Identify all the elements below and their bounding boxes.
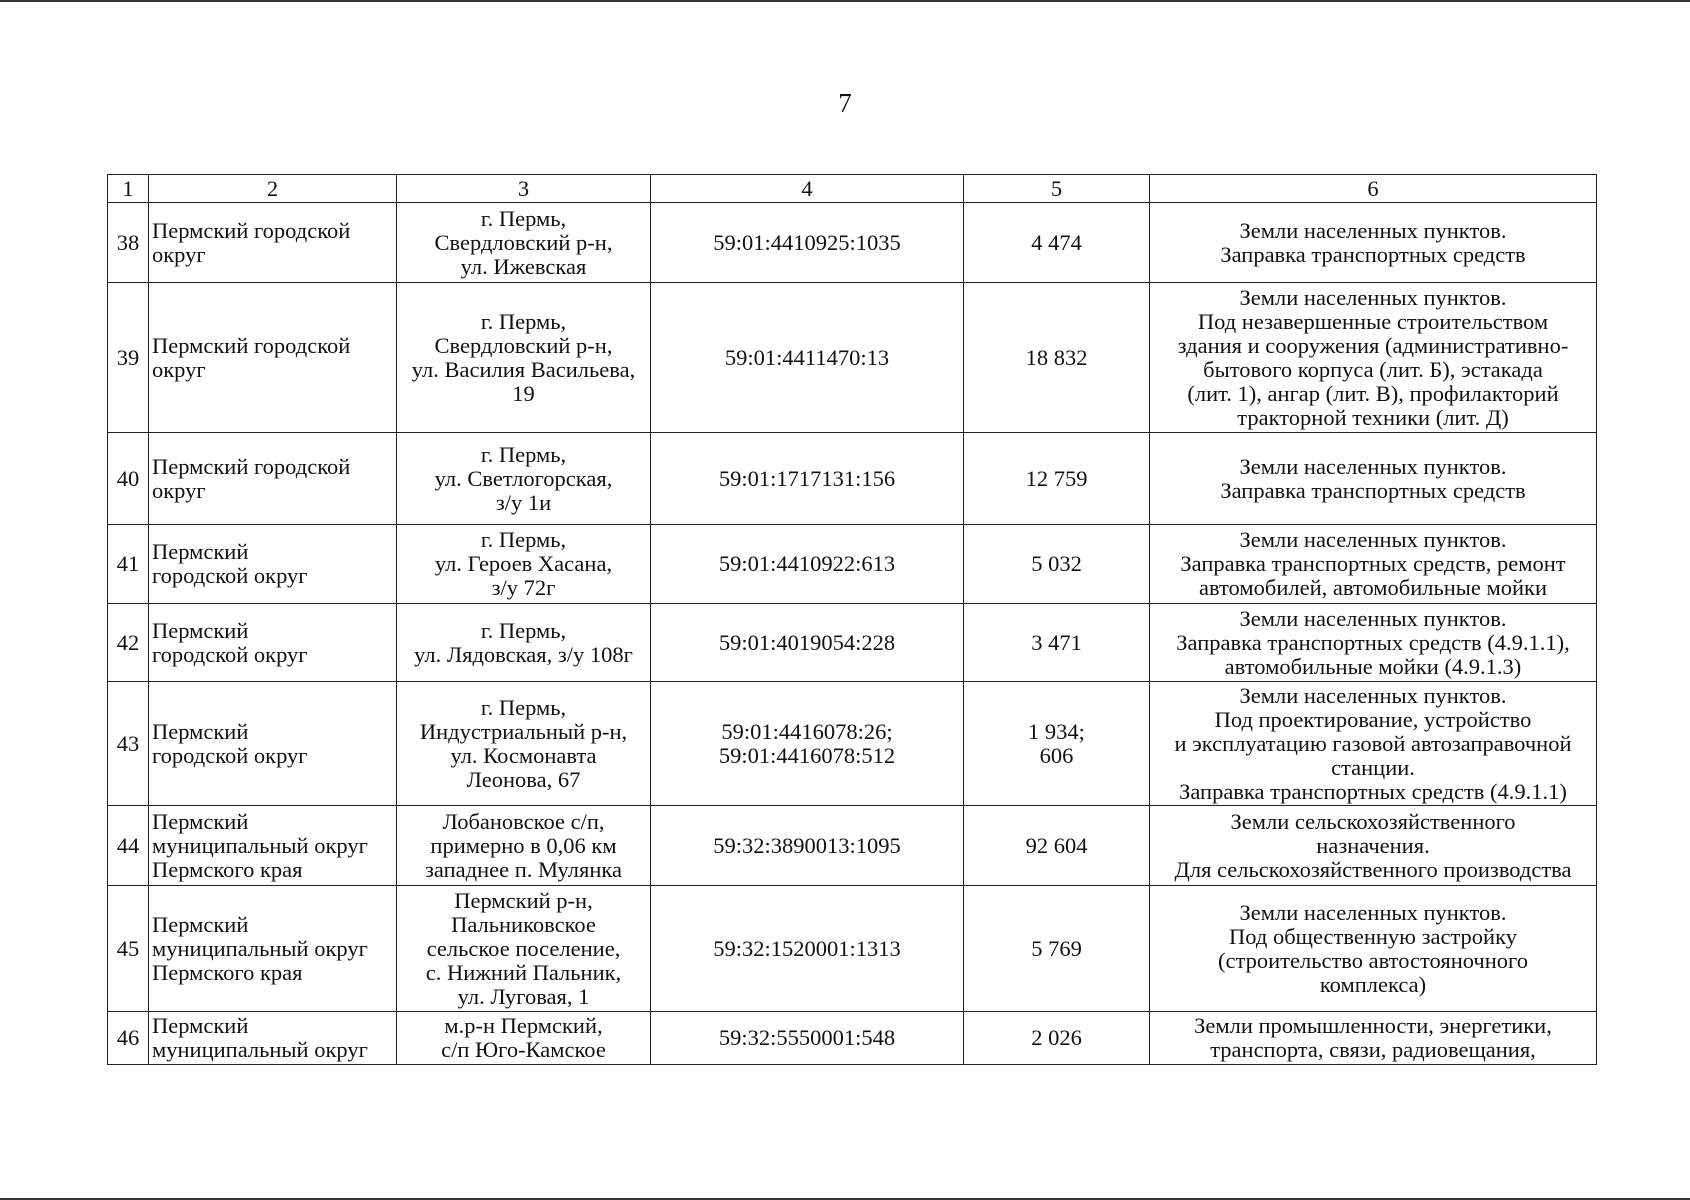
table-row xyxy=(108,806,1597,886)
purpose-cell: Земли населенных пунктов. Заправка транспортных средств (4.9.1.1), автомобильные мойки (4.9.1.3) xyxy=(1150,604,1597,682)
table-row xyxy=(108,886,1597,1012)
page-number: 7 xyxy=(838,88,852,118)
row-number: 38 xyxy=(108,203,149,283)
address-cell: г. Пермь, ул. Светлогорская, з/у 1и xyxy=(397,433,651,525)
table-row xyxy=(108,283,1597,433)
row-number: 45 xyxy=(108,886,149,1012)
table-row xyxy=(108,203,1597,283)
column-header: 4 xyxy=(651,175,964,203)
area-cell: 2 026 xyxy=(964,1012,1150,1065)
row-number: 41 xyxy=(108,525,149,604)
address-cell: г. Пермь, Свердловский р-н, ул. Василия Васильева, 19 xyxy=(397,283,651,433)
table-row xyxy=(108,433,1597,525)
purpose-cell: Земли населенных пунктов. Заправка транспортных средств xyxy=(1150,433,1597,525)
page-top-edge xyxy=(0,0,1690,2)
column-header: 2 xyxy=(149,175,397,203)
purpose-cell: Земли населенных пунктов. Под проектирование, устройство и эксплуатацию газовой автозаправочной станции. Заправка транспортных средств (4.9.1.1) xyxy=(1150,682,1597,806)
row-number: 44 xyxy=(108,806,149,886)
owner-cell: Пермский муниципальный округ Пермского края xyxy=(149,886,397,1012)
row-number: 42 xyxy=(108,604,149,682)
address-cell: г. Пермь, ул. Лядовская, з/у 108г xyxy=(397,604,651,682)
area-cell: 1 934; 606 xyxy=(964,682,1150,806)
column-header: 1 xyxy=(108,175,149,203)
purpose-cell: Земли сельскохозяйственного назначения. Для сельскохозяйственного производства xyxy=(1150,806,1597,886)
owner-cell: Пермский городской округ xyxy=(149,283,397,433)
cadastral-number-cell: 59:01:4410925:1035 xyxy=(651,203,964,283)
cadastral-number-cell: 59:32:1520001:1313 xyxy=(651,886,964,1012)
table-row xyxy=(108,1012,1597,1065)
row-number: 43 xyxy=(108,682,149,806)
table-row xyxy=(108,525,1597,604)
address-cell: м.р-н Пермский, с/п Юго-Камское xyxy=(397,1012,651,1065)
area-cell: 18 832 xyxy=(964,283,1150,433)
row-number: 40 xyxy=(108,433,149,525)
purpose-cell: Земли промышленности, энергетики, транспорта, связи, радиовещания, xyxy=(1150,1012,1597,1065)
cadastral-number-cell: 59:32:3890013:1095 xyxy=(651,806,964,886)
cadastral-number-cell: 59:01:4019054:228 xyxy=(651,604,964,682)
area-cell: 92 604 xyxy=(964,806,1150,886)
area-cell: 3 471 xyxy=(964,604,1150,682)
table-row xyxy=(108,604,1597,682)
address-cell: Лобановское с/п, примерно в 0,06 км западнее п. Мулянка xyxy=(397,806,651,886)
column-header: 3 xyxy=(397,175,651,203)
owner-cell: Пермский городской округ xyxy=(149,604,397,682)
area-cell: 12 759 xyxy=(964,433,1150,525)
column-header: 6 xyxy=(1150,175,1597,203)
purpose-cell: Земли населенных пунктов. Заправка транспортных средств xyxy=(1150,203,1597,283)
purpose-cell: Земли населенных пунктов. Заправка транспортных средств, ремонт автомобилей, автомобильные мойки xyxy=(1150,525,1597,604)
owner-cell: Пермский городской округ xyxy=(149,525,397,604)
cadastral-number-cell: 59:32:5550001:548 xyxy=(651,1012,964,1065)
table-header-row xyxy=(108,175,1597,203)
area-cell: 5 032 xyxy=(964,525,1150,604)
owner-cell: Пермский городской округ xyxy=(149,203,397,283)
row-number: 46 xyxy=(108,1012,149,1065)
cadastral-number-cell: 59:01:4416078:26; 59:01:4416078:512 xyxy=(651,682,964,806)
cadastral-number-cell: 59:01:1717131:156 xyxy=(651,433,964,525)
land-plots-table xyxy=(107,174,1597,1065)
purpose-cell: Земли населенных пунктов. Под незавершенные строительством здания и сооружения (административно- бытового корпуса (лит. Б), эстакада (лит. 1), ангар (лит. В), профилакторий тракторной техники (лит. Д) xyxy=(1150,283,1597,433)
area-cell: 4 474 xyxy=(964,203,1150,283)
table-row xyxy=(108,682,1597,806)
owner-cell: Пермский муниципальный округ Пермского края xyxy=(149,806,397,886)
owner-cell: Пермский городской округ xyxy=(149,682,397,806)
address-cell: г. Пермь, Индустриальный р-н, ул. Космонавта Леонова, 67 xyxy=(397,682,651,806)
row-number: 39 xyxy=(108,283,149,433)
column-header: 5 xyxy=(964,175,1150,203)
area-cell: 5 769 xyxy=(964,886,1150,1012)
owner-cell: Пермский городской округ xyxy=(149,433,397,525)
cadastral-number-cell: 59:01:4410922:613 xyxy=(651,525,964,604)
cadastral-number-cell: 59:01:4411470:13 xyxy=(651,283,964,433)
purpose-cell: Земли населенных пунктов. Под общественную застройку (строительство автостояночного комплекса) xyxy=(1150,886,1597,1012)
address-cell: г. Пермь, Свердловский р-н, ул. Ижевская xyxy=(397,203,651,283)
owner-cell: Пермский муниципальный округ xyxy=(149,1012,397,1065)
address-cell: Пермский р-н, Пальниковское сельское поселение, с. Нижний Пальник, ул. Луговая, 1 xyxy=(397,886,651,1012)
address-cell: г. Пермь, ул. Героев Хасана, з/у 72г xyxy=(397,525,651,604)
